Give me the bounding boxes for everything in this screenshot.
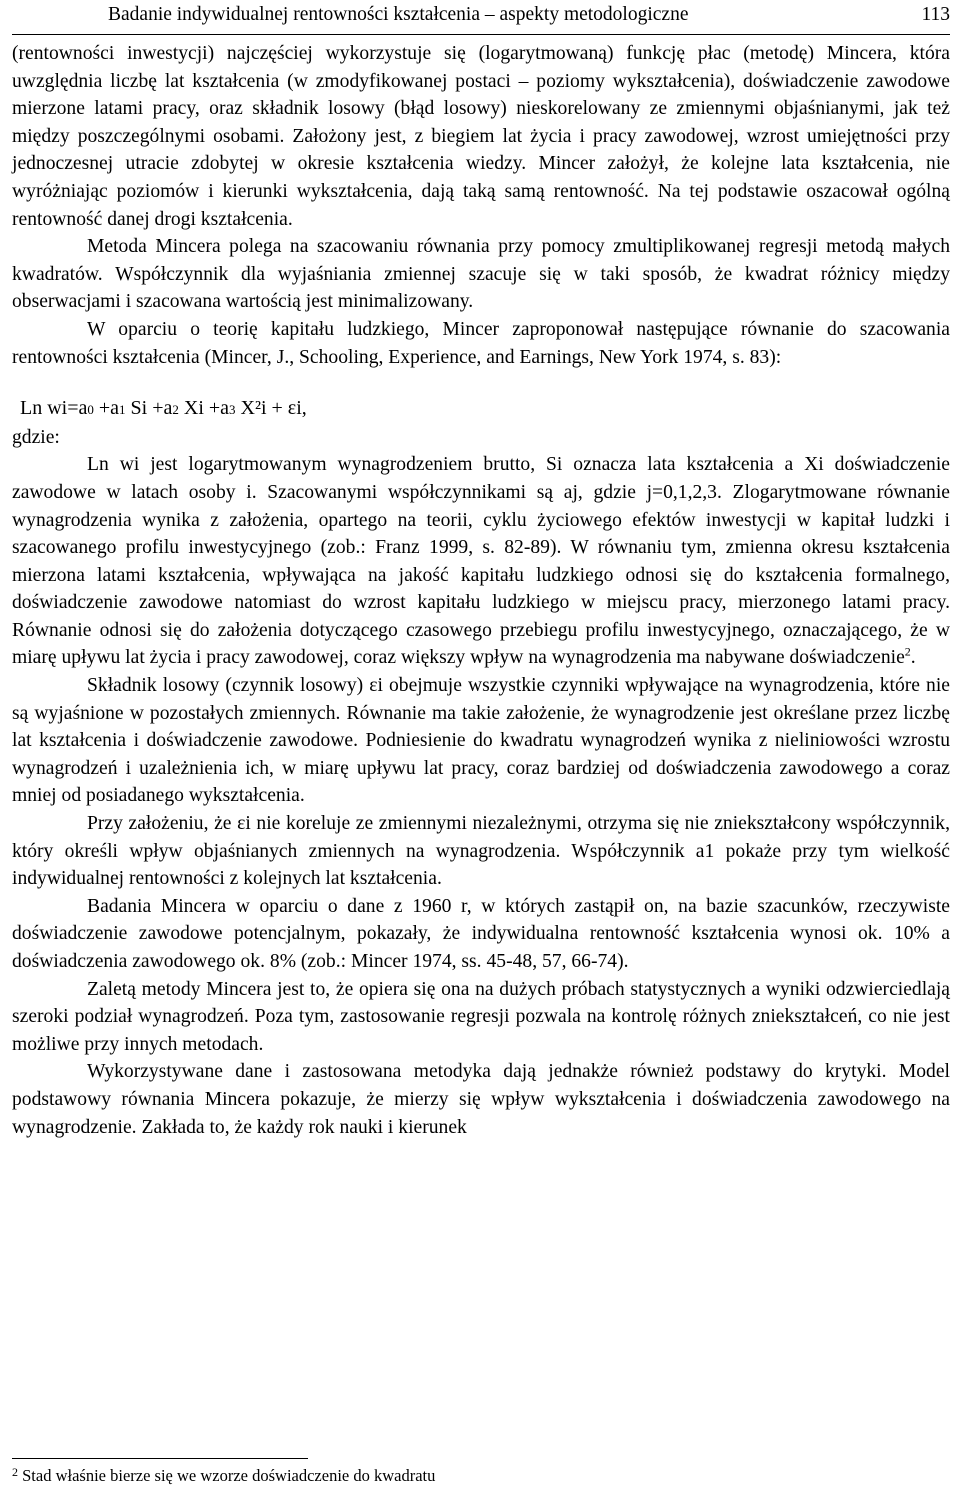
paragraph-6: Przy założeniu, że εi nie koreluje ze zmiennymi niezależnymi, otrzyma się nie zniekształcony współczynnik, który określi wpływ objaśnianych zmiennych na wynagrodzenia. Współczynnik a1 pokaże przy tym wielkość indywidualnej rentowności z kolejnych lat kształcenia. (12, 813, 950, 890)
footnote (12, 1466, 435, 1486)
paragraph-4 (12, 451, 950, 672)
running-header-title: Badanie indywidualnej rentowności kształcenia – aspekty metodologiczne (108, 4, 689, 25)
paragraph-5: Składnik losowy (czynnik losowy) εi obejmuje wszystkie czynniki wpływające na wynagrodzenia, które nie są wyjaśnione w pozostałych zmiennych. Równanie ma takie założenie, że wynagrodzenie jest określane przez liczbę lat kształcenia i doświadczenie zawodowe. Podniesienie do kwadratu wynagrodzeń wynika z nieliniowości wzrostu wynagrodzeń i uzależnienia ich, w miarę upływu lat pracy, coraz bardziej od doświadczenia zawodowego a coraz mniej od posiadanego wykształcenia. (12, 675, 950, 807)
eq-sub-2: 2 (172, 402, 179, 418)
footnote-ref: 2 (904, 644, 911, 659)
eq-part-2: +a (93, 397, 120, 420)
footnote-text: Stad właśnie bierze się we wzorze doświadczenie do kwadratu (22, 1466, 436, 1485)
eq-sub-3: 3 (229, 402, 236, 418)
page-number: 113 (921, 4, 950, 25)
page-body (12, 40, 950, 1141)
running-header (12, 0, 950, 35)
mincer-equation (12, 395, 950, 424)
eq-sub-1: 1 (119, 402, 126, 418)
paragraph-1: (rentowności inwestycji) najczęściej wykorzystuje się (logarytmowaną) funkcję płac (metodę) Mincera, która uwzględnia liczbę lat kształcenia (w zmodyfikowanej postaci – poziomy wykształcenia), doświadczenie zawodowe mierzone latami pracy, oraz składnik losowy (błąd losowy) nieskorelowany ze zmiennymi objaśnianymi, jak też między poszczególnymi osobami. Założony jest, z biegiem lat życia i pracy zawodowej, wzrost umiejętności przy jednoczesnej utracie zdobytej w okresie kształcenia wiedzy. Mincer założył, że kolejne lata kształcenia, nie wyróżniając poziomów i kierunki wykształcenia, dają taką samą rentowność. Na tej podstawie oszacował ogólną rentowność danej drogi kształcenia. (12, 43, 950, 230)
paragraph-4-end: . (910, 647, 916, 669)
gdzie-label: gdzie: (12, 426, 60, 448)
eq-part-4: Xi +a (178, 397, 230, 420)
paragraph-2: Metoda Mincera polega na szacowaniu równania przy pomocy zmultiplikowanej regresji metodą małych kwadratów. Współczynnik dla wyjaśniania zmiennej szacuje się w taki sposób, że kwadrat różnicy między obserwacjami i szacowana wartością jest minimalizowany. (12, 236, 950, 313)
eq-sub-0: 0 (87, 402, 94, 418)
eq-part-5: X²i + εi, (235, 397, 307, 420)
footnote-divider (12, 1458, 308, 1459)
paragraph-3: W oparciu o teorię kapitału ludzkiego, Mincer zaproponował następujące równanie do szacowania rentowności kształcenia (Mincer, J., Schooling, Experience, and Earnings, New York 1974, s. 83): (12, 318, 950, 368)
paragraph-7: Badania Mincera w oparciu o dane z 1960 r, w których zastąpił on, na bazie szacunków, rzeczywiste doświadczenie zawodowe potencjalnym, pokazały, że indywidualna rentowność kształcenia wynosi ok. 10% a doświadczenia zawodowego ok. 8% (zob.: Mincer 1974, ss. 45-48, 57, 66-74). (12, 895, 950, 972)
paragraph-9: Wykorzystywane dane i zastosowana metodyka dają jednakże również podstawy do krytyki. Model podstawowy równania Mincera pokazuje, że mierzy się wpływ wykształcenia i doświadczenia zawodowego na wynagrodzenie. Zakłada to, że każdy rok nauki i kierunek (12, 1061, 950, 1138)
paragraph-4-text: Ln wi jest logarytmowanym wynagrodzeniem brutto, Si oznacza lata kształcenia a Xi doświadczenie zawodowe w latach osoby i. Szacowanymi współczynnikami są aj, gdzie j=0,1,2,3. Zlogarytmowane równanie wynagrodzenia wynika z założenia, opartego na teorii, cyklu życiowego efektów inwestycji w kapitał ludzki i szacowanego profilu inwestycyjnego (zob.: Franz 1999, s. 82-89). W równaniu tym, zmienna okresu kształcenia mierzona latami kształcenia, wpływająca na jakość kapitału ludzkiego odnosi się do kształcenia formalnego, doświadczenie zawodowe natomiast do wzrost kapitału ludzkiego w miejscu pracy, mierzonego latami pracy. Równanie odnosi się do założenia dotyczącego czasowego przebiegu profilu inwestycyjnego, oznaczającego, że w miarę upływu lat życia i pracy zawodowej, coraz większy wpływ na wynagrodzenia ma nabywane doświadczenie (12, 454, 950, 669)
eq-part-1: Ln wi=a (20, 397, 88, 420)
footnote-number: 2 (12, 1465, 18, 1479)
paragraph-8: Zaletą metody Mincera jest to, że opiera się ona na dużych próbach statystycznych a wyniki odzwierciedlają szeroki podział wynagrodzeń. Poza tym, zastosowanie regresji pozwala na kontrolę różnych zniekształceń, co nie jest możliwe przy innych metodach. (12, 978, 950, 1055)
eq-part-3: Si +a (125, 397, 173, 420)
